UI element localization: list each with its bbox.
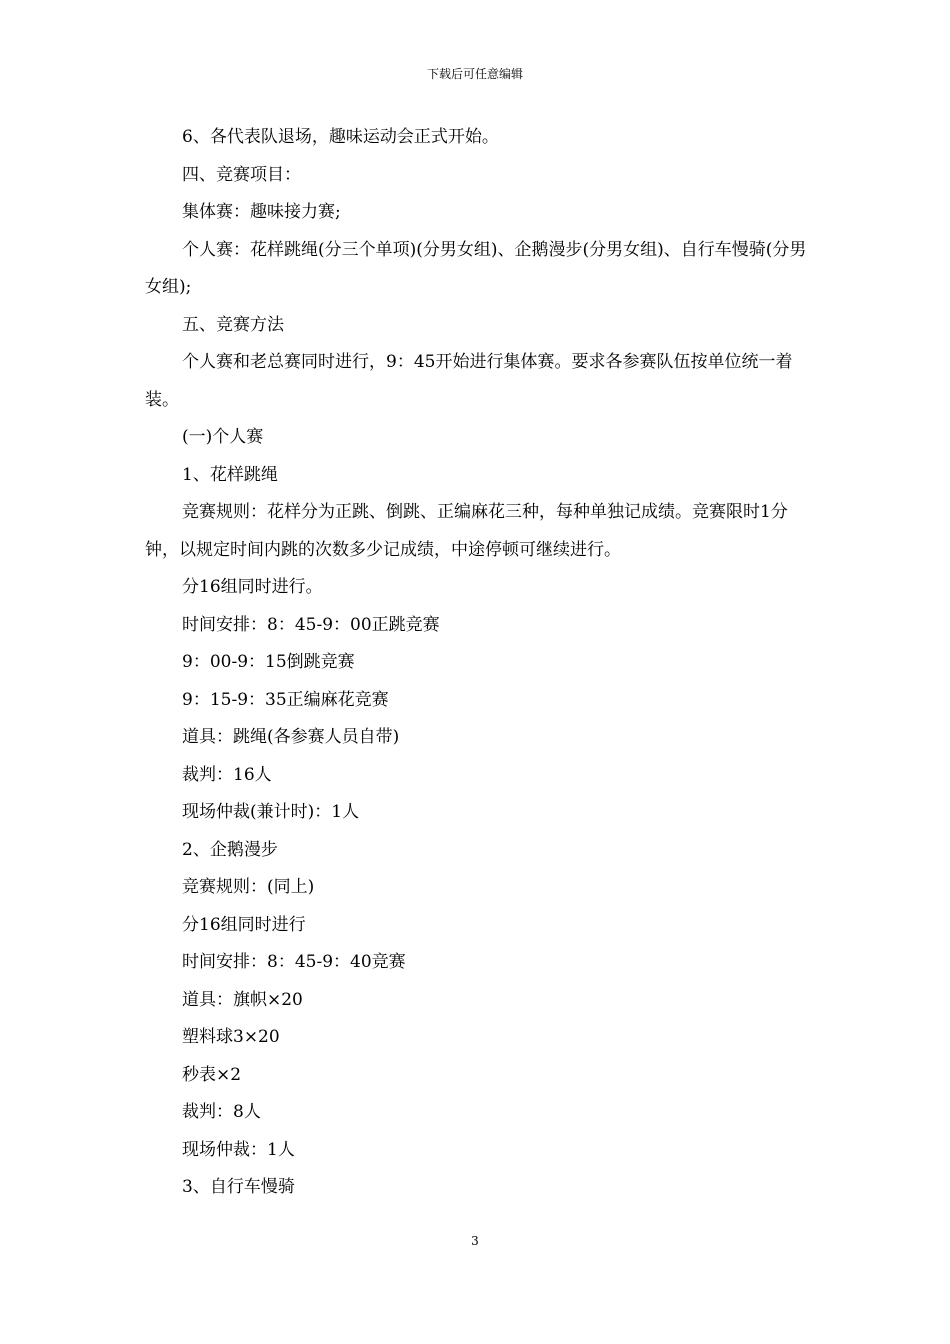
paragraph: 分16组同时进行 (182, 914, 306, 935)
page-header: 下载后可任意编辑 (426, 67, 523, 81)
section-heading: 五、竞赛方法 (182, 314, 284, 335)
item-heading: 1、花样跳绳 (182, 464, 278, 485)
paragraph: 竞赛规则：花样分为正跳、倒跳、正编麻花三种，每种单独记成绩。竞赛限时1分钟，以规定时间内跳的次数多少记成绩，中途停顿可继续进行。 (145, 502, 788, 560)
item-heading: 3、自行车慢骑 (182, 1177, 295, 1197)
paragraph: 裁判：8人 (182, 1102, 261, 1122)
subsection-heading: (一)个人赛 (182, 427, 264, 447)
paragraph: 时间安排：8：45-9：00正跳竞赛 (182, 614, 440, 635)
paragraph: 裁判：16人 (182, 764, 272, 785)
paragraph: 秒表×2 (182, 1064, 242, 1085)
page-number: 3 (471, 1234, 479, 1248)
paragraph: 个人赛和老总赛同时进行，9：45开始进行集体赛。要求各参赛队伍按单位统一着装。 (145, 352, 793, 410)
paragraph: 9：15-9：35正编麻花竞赛 (182, 689, 389, 710)
document-body (145, 119, 809, 1207)
paragraph: 个人赛：花样跳绳(分三个单项)(分男女组)、企鹅漫步(分男女组)、自行车慢骑(分男女组); (145, 239, 807, 297)
paragraph: 9：00-9：15倒跳竞赛 (182, 652, 355, 672)
paragraph: 道具：旗帜×20 (182, 989, 303, 1010)
paragraph: 现场仲裁(兼计时)：1人 (182, 802, 360, 822)
paragraph: 竞赛规则：(同上) (182, 877, 315, 897)
paragraph: 分16组同时进行。 (182, 577, 323, 597)
paragraph: 塑料球3×20 (182, 1027, 280, 1047)
paragraph: 时间安排：8：45-9：40竞赛 (182, 952, 406, 972)
item-heading: 2、企鹅漫步 (182, 839, 278, 860)
paragraph: 现场仲裁：1人 (182, 1139, 295, 1160)
paragraph: 道具：跳绳(各参赛人员自带) (182, 727, 400, 747)
section-heading: 四、竞赛项目： (182, 164, 301, 185)
paragraph: 6、各代表队退场，趣味运动会正式开始。 (182, 127, 499, 147)
paragraph: 集体赛：趣味接力赛; (182, 202, 341, 222)
